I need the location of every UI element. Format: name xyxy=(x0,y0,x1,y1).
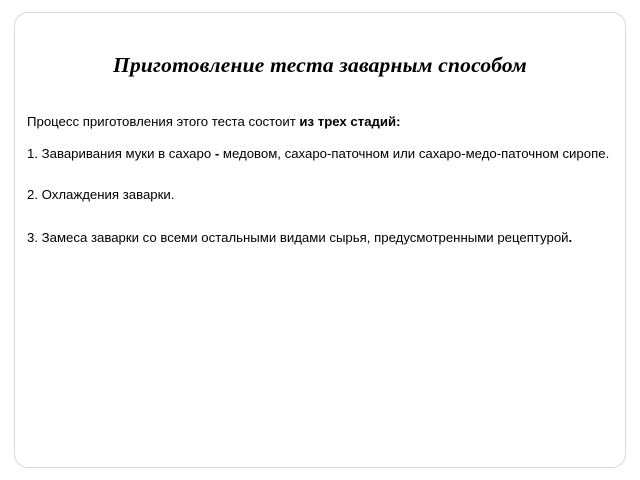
paragraph-stage-2-lead: 2. Охлаждения заварки. xyxy=(27,187,175,203)
slide-body xyxy=(27,112,613,261)
paragraph-stage-1-bold: - xyxy=(214,146,220,162)
paragraph-stage-3 xyxy=(27,228,613,247)
page-title: Приготовление теста заварным способом xyxy=(113,53,527,77)
paragraph-intro xyxy=(27,112,613,131)
paragraph-stage-3-bold: . xyxy=(568,230,573,246)
paragraph-intro-lead: Процесс приготовления этого теста состоит xyxy=(27,114,300,129)
paragraph-stage-3-lead: 3. Замеса заварки со всеми остальными видами сырья, предусмотренными рецептурой xyxy=(27,230,569,246)
paragraph-stage-1 xyxy=(27,144,613,163)
paragraph-stage-1-lead: 1. Заваривания муки в сахаро xyxy=(27,146,215,162)
paragraph-intro-bold: из трех стадий: xyxy=(299,114,401,129)
paragraph-stage-2 xyxy=(27,185,613,204)
paragraph-stage-1-tail: медовом, сахаро-паточном или сахаро-медо-паточном сиропе. xyxy=(219,146,610,162)
